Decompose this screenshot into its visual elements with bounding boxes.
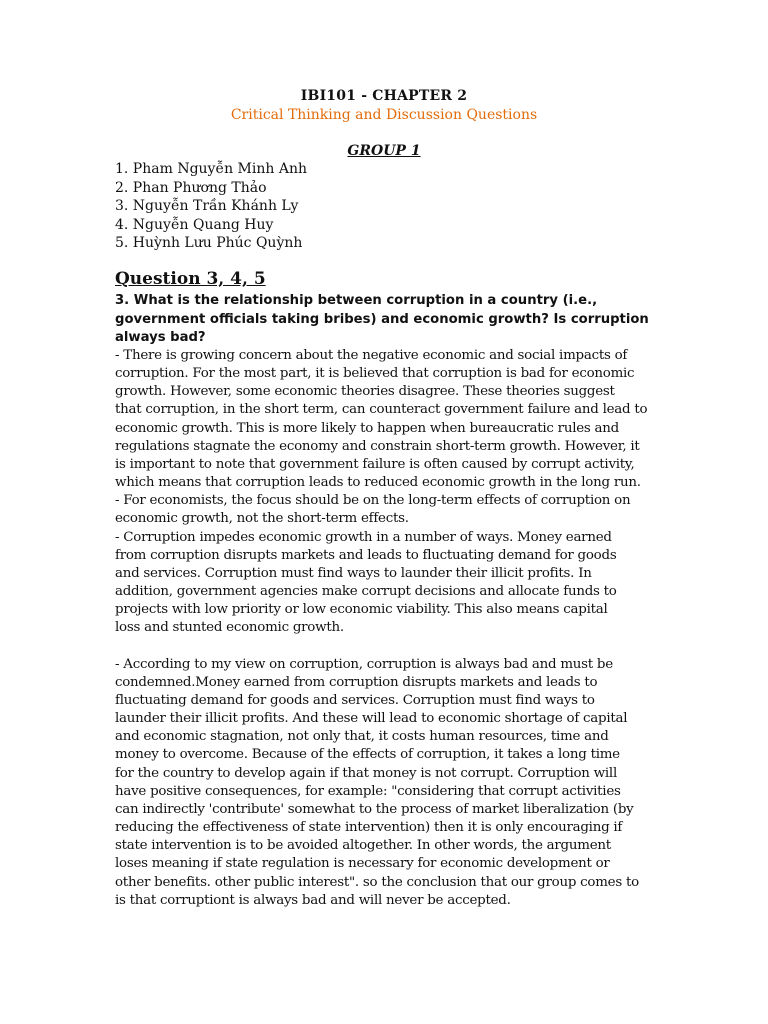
question-text [115,292,660,348]
answer-line: addition, government agencies make corrupt decisions and allocate funds to [115,584,617,600]
answer-line: economic growth, not the short-term effects. [115,511,409,527]
answer-line: loses meaning if state regulation is necessary for economic development or [115,856,610,872]
answer-line: corruption. For the most part, it is believed that corruption is bad for economic [115,366,635,382]
answer-line: from corruption disrupts markets and leads to fluctuating demand for goods [115,547,617,563]
question-line: always bad? [115,330,206,345]
answer-line: which means that corruption leads to reduced economic growth in the long run. [115,475,641,491]
answer-line: is important to note that government failure is often caused by corrupt activity, [115,456,635,472]
answer-line: launder their illicit profits. And these will lead to economic shortage of capital [115,711,628,727]
answer-line: - There is growing concern about the negative economic and social impacts of [115,348,628,363]
answer-line: condemned.Money earned from corruption disrupts markets and leads to [115,674,598,690]
answer-line: state intervention is to be avoided altogether. In other words, the argument [115,838,611,854]
group-label: GROUP 1 [347,143,421,159]
answer-line: and economic stagnation, not only that, it costs human resources, time and [115,729,609,745]
answer-line: that corruption, in the short term, can counteract government failure and lead to [115,402,648,418]
answer-line: reducing the effectiveness of state intervention) then it is only encouraging if [115,820,623,836]
answer-line: is that corruptiont is always bad and will never be accepted. [115,892,511,908]
answer-line: - For economists, the focus should be on the long-term effects of corruption on [115,493,631,509]
paragraph-spacer [115,638,660,656]
answer-line: can indirectly 'contribute' somewhat to the process of market liberalization (by [115,801,634,817]
question-line: 3. What is the relationship between corruption in a country (i.e., [115,293,598,308]
answer-body [115,347,660,910]
question-heading: Question 3, 4, 5 [115,269,266,289]
answer-line: other benefits. other public interest". so the conclusion that our group comes to [115,874,639,890]
answer-line: and services. Corruption must find ways to launder their illicit profits. In [115,565,592,581]
answer-line: - Corruption impedes economic growth in a number of ways. Money earned [115,529,612,545]
member-item: 4. Nguyễn Quang Huy [115,216,274,233]
answer-line: money to overcome. Because of the effects of corruption, it takes a long time [115,747,620,763]
question-line: government officials taking bribes) and economic growth? Is corruption [115,311,649,327]
answer-line: for the country to develop again if that money is not corrupt. Corruption will [115,765,617,781]
answer-line: have positive consequences, for example: "considering that corrupt activities [115,783,621,799]
member-item: 3. Nguyễn Trần Khánh Ly [115,198,299,214]
answer-line: economic growth. This is more likely to happen when bureaucratic rules and [115,420,619,436]
course-title: IBI101 - CHAPTER 2 [300,88,468,104]
member-list [115,160,655,253]
answer-line: fluctuating demand for goods and services. Corruption must find ways to [115,692,595,708]
answer-line: loss and stunted economic growth. [115,620,344,636]
answer-line: regulations stagnate the economy and constrain short-term growth. However, it [115,438,640,454]
member-item: 1. Pham Nguyễn Minh Anh [115,161,307,177]
answer-line: - According to my view on corruption, corruption is always bad and must be [115,656,613,672]
member-item: 5. Huỳnh Lưu Phúc Quỳnh [115,235,303,251]
member-item: 2. Phan Phương Thảo [115,179,267,196]
document-subtitle: Critical Thinking and Discussion Questions [230,107,538,123]
answer-line: projects with low priority or low economic viability. This also means capital [115,602,608,618]
answer-line: growth. However, some economic theories disagree. These theories suggest [115,384,615,400]
